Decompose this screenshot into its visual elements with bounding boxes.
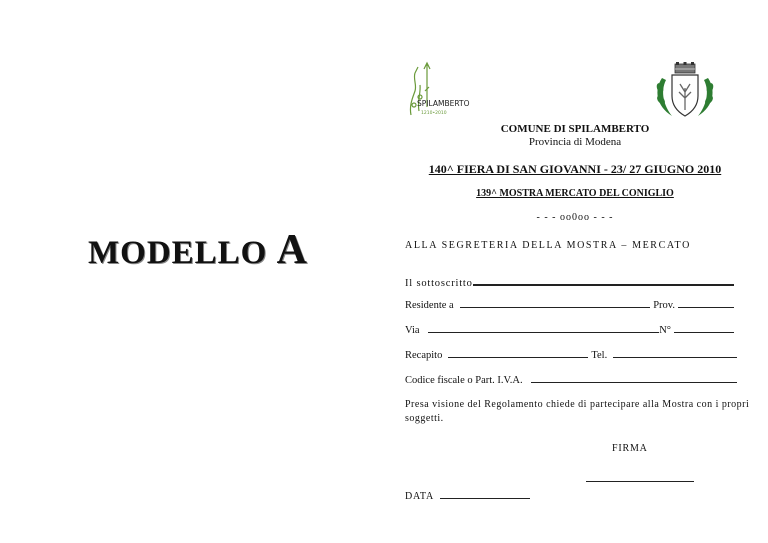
codice-fiscale-input-line[interactable] bbox=[531, 382, 737, 383]
mostra-heading: 139^ MOSTRA MERCATO DEL CONIGLIO bbox=[476, 188, 674, 199]
field-sottoscritto bbox=[405, 275, 737, 289]
form-label-letter: A bbox=[276, 227, 308, 273]
codice-fiscale-label: Codice fiscale o Part. I.V.A. bbox=[405, 375, 523, 386]
residente-label: Residente a bbox=[405, 300, 454, 311]
provincia-subtitle: Provincia di Modena bbox=[528, 136, 622, 148]
logo-years: 1210•2010 bbox=[421, 111, 447, 116]
numero-label: N° bbox=[659, 325, 671, 336]
data-input-line[interactable] bbox=[440, 498, 530, 499]
municipal-coat-of-arms-icon bbox=[652, 62, 718, 120]
firma-signature-line[interactable] bbox=[586, 481, 694, 482]
prov-input-line[interactable] bbox=[678, 307, 734, 308]
field-data bbox=[405, 488, 530, 502]
form-label bbox=[88, 226, 308, 274]
logo-text: SPILAMBERTO bbox=[417, 99, 470, 108]
fiera-heading: 140^ FIERA DI SAN GIOVANNI - 23/ 27 GIUGNO 2010 bbox=[428, 162, 722, 176]
field-recapito bbox=[405, 347, 737, 361]
sottoscritto-input-line[interactable] bbox=[473, 284, 734, 286]
recapito-label: Recapito bbox=[405, 350, 443, 361]
numero-input-line[interactable] bbox=[674, 332, 734, 333]
spilamberto-logo bbox=[405, 45, 475, 120]
tel-label: Tel. bbox=[591, 350, 608, 361]
tel-input-line[interactable] bbox=[613, 357, 737, 358]
data-label: DATA bbox=[405, 491, 435, 502]
field-via bbox=[405, 322, 737, 336]
via-label: Via bbox=[405, 325, 420, 336]
declaration-text: Presa visione del Regolamento chiede di partecipare alla Mostra con i propri soggetti. bbox=[405, 399, 750, 424]
firma-label: FIRMA bbox=[612, 443, 648, 454]
recapito-input-line[interactable] bbox=[448, 357, 588, 358]
comune-title: COMUNE DI SPILAMBERTO bbox=[500, 123, 650, 135]
sottoscritto-label: Il sottoscritto bbox=[405, 278, 473, 289]
residente-input-line[interactable] bbox=[460, 307, 651, 308]
form-label-main: MODELLO bbox=[88, 235, 268, 271]
addressee-line: ALLA SEGRETERIA DELLA MOSTRA – MERCATO bbox=[405, 240, 691, 251]
field-residente bbox=[405, 297, 737, 311]
field-codice-fiscale bbox=[405, 372, 737, 386]
via-input-line[interactable] bbox=[428, 332, 660, 333]
prov-label: Prov. bbox=[653, 300, 675, 311]
ornament-separator: - - - oo0oo - - - bbox=[536, 212, 614, 223]
